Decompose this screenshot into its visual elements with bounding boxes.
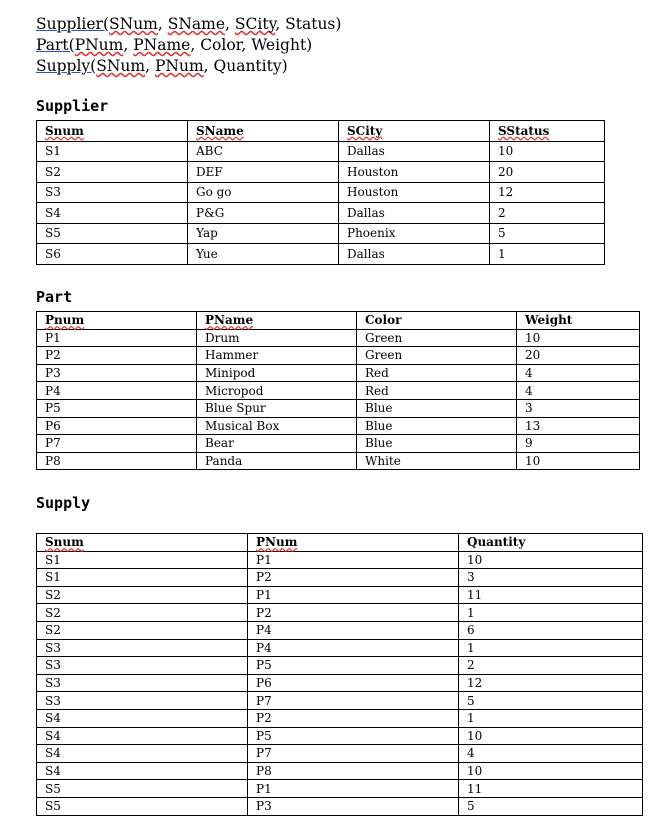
- table-cell: S4: [37, 709, 248, 727]
- table-cell: 5: [459, 692, 643, 710]
- table-row: [37, 182, 605, 203]
- table-row: [37, 382, 640, 400]
- schema-supply: Supply(SNum, PNum, Quantity): [36, 57, 288, 75]
- table-cell: 12: [490, 182, 605, 203]
- table-cell: S2: [37, 604, 248, 622]
- table-cell: 4: [517, 382, 640, 400]
- table-cell: 9: [517, 435, 640, 453]
- table-cell: S2: [37, 621, 248, 639]
- table-cell: Musical Box: [197, 417, 357, 435]
- supplier-table: [36, 120, 605, 265]
- table-cell: P2: [248, 709, 459, 727]
- table-row: [37, 621, 643, 639]
- table-cell: Yue: [188, 244, 339, 265]
- schema-supplier-key3: SCity: [234, 15, 276, 33]
- table-cell: Houston: [339, 162, 490, 183]
- table-row: [37, 162, 605, 183]
- table-cell: 10: [459, 551, 643, 569]
- schema-block: [36, 14, 341, 77]
- table-cell: S2: [37, 586, 248, 604]
- column-header: Snum: [37, 534, 248, 552]
- table-row: [37, 417, 640, 435]
- table-cell: DEF: [188, 162, 339, 183]
- table-cell: Dallas: [339, 203, 490, 224]
- table-cell: P2: [248, 569, 459, 587]
- table-cell: P6: [37, 417, 197, 435]
- table-cell: 11: [459, 586, 643, 604]
- table-row: [37, 692, 643, 710]
- table-cell: S3: [37, 692, 248, 710]
- table-row: [37, 435, 640, 453]
- table-row: [37, 586, 643, 604]
- table-cell: Blue Spur: [197, 399, 357, 417]
- table-row: [37, 347, 640, 365]
- table-row: [37, 399, 640, 417]
- table-row: [37, 203, 605, 224]
- table-cell: P1: [37, 329, 197, 347]
- table-row: [37, 329, 640, 347]
- table-cell: Dallas: [339, 244, 490, 265]
- schema-part-name: Part: [36, 36, 69, 54]
- part-table: [36, 311, 640, 470]
- supply-table: [36, 533, 643, 816]
- table-cell: P2: [248, 604, 459, 622]
- table-cell: Drum: [197, 329, 357, 347]
- table-cell: P6: [248, 674, 459, 692]
- table-row: [37, 745, 643, 763]
- table-row: [37, 604, 643, 622]
- table-cell: Dallas: [339, 141, 490, 162]
- table-cell: P5: [248, 727, 459, 745]
- column-header: SCity: [339, 121, 490, 142]
- table-cell: S4: [37, 745, 248, 763]
- table-cell: S4: [37, 762, 248, 780]
- table-cell: Phoenix: [339, 223, 490, 244]
- table-cell: 5: [459, 797, 643, 815]
- table-cell: 3: [517, 399, 640, 417]
- table-cell: 6: [459, 621, 643, 639]
- table-cell: 1: [459, 604, 643, 622]
- column-header: Pnum: [37, 312, 197, 330]
- table-cell: P4: [37, 382, 197, 400]
- table-cell: P3: [37, 364, 197, 382]
- table-row: [37, 780, 643, 798]
- table-cell: S1: [37, 569, 248, 587]
- table-cell: 5: [490, 223, 605, 244]
- table-cell: 10: [490, 141, 605, 162]
- table-cell: 13: [517, 417, 640, 435]
- table-row: [37, 569, 643, 587]
- table-row: [37, 762, 643, 780]
- table-row: [37, 244, 605, 265]
- schema-supplier-key1: SNum: [109, 15, 158, 33]
- table-cell: Hammer: [197, 347, 357, 365]
- table-header-row: [37, 534, 643, 552]
- table-cell: S2: [37, 162, 188, 183]
- column-header: SStatus: [490, 121, 605, 142]
- table-cell: 4: [517, 364, 640, 382]
- table-cell: Houston: [339, 182, 490, 203]
- table-row: [37, 657, 643, 675]
- table-cell: Micropod: [197, 382, 357, 400]
- table-cell: S3: [37, 674, 248, 692]
- column-header: Snum: [37, 121, 188, 142]
- part-heading: Part: [36, 288, 73, 306]
- table-cell: S1: [37, 141, 188, 162]
- table-row: [37, 727, 643, 745]
- table-cell: 4: [459, 745, 643, 763]
- table-cell: ABC: [188, 141, 339, 162]
- table-cell: 1: [459, 709, 643, 727]
- table-cell: P5: [248, 657, 459, 675]
- table-cell: 10: [459, 727, 643, 745]
- table-cell: S4: [37, 203, 188, 224]
- column-header: Color: [357, 312, 517, 330]
- table-cell: S5: [37, 797, 248, 815]
- table-cell: P4: [248, 639, 459, 657]
- table-cell: S6: [37, 244, 188, 265]
- table-cell: P7: [37, 435, 197, 453]
- table-row: [37, 709, 643, 727]
- schema-supply-name: Supply: [36, 57, 91, 75]
- schema-part-key2: PName: [133, 36, 191, 54]
- column-header: SName: [188, 121, 339, 142]
- table-cell: 1: [490, 244, 605, 265]
- table-cell: P8: [37, 452, 197, 470]
- table-cell: Green: [357, 329, 517, 347]
- schema-supplier: Supplier(SNum, SName, SCity, Status): [36, 15, 342, 33]
- table-cell: 11: [459, 780, 643, 798]
- table-cell: P3: [248, 797, 459, 815]
- table-row: [37, 364, 640, 382]
- table-row: [37, 452, 640, 470]
- table-cell: 10: [459, 762, 643, 780]
- table-cell: 20: [517, 347, 640, 365]
- table-cell: S3: [37, 182, 188, 203]
- table-cell: P4: [248, 621, 459, 639]
- schema-supply-key2: PNum: [154, 57, 204, 75]
- table-cell: Bear: [197, 435, 357, 453]
- table-cell: P2: [37, 347, 197, 365]
- table-cell: Blue: [357, 399, 517, 417]
- table-cell: 12: [459, 674, 643, 692]
- table-cell: P8: [248, 762, 459, 780]
- table-cell: S3: [37, 639, 248, 657]
- table-cell: P7: [248, 745, 459, 763]
- table-cell: Minipod: [197, 364, 357, 382]
- table-cell: Go go: [188, 182, 339, 203]
- table-cell: S5: [37, 223, 188, 244]
- table-cell: 10: [517, 329, 640, 347]
- table-row: [37, 141, 605, 162]
- table-cell: P&G: [188, 203, 339, 224]
- column-header: Quantity: [459, 534, 643, 552]
- table-cell: S4: [37, 727, 248, 745]
- table-cell: Green: [357, 347, 517, 365]
- table-cell: Red: [357, 364, 517, 382]
- table-cell: S5: [37, 780, 248, 798]
- table-cell: S3: [37, 657, 248, 675]
- table-cell: P1: [248, 551, 459, 569]
- table-cell: P5: [37, 399, 197, 417]
- table-cell: White: [357, 452, 517, 470]
- table-cell: S1: [37, 551, 248, 569]
- table-cell: Blue: [357, 435, 517, 453]
- table-row: [37, 223, 605, 244]
- table-cell: Yap: [188, 223, 339, 244]
- table-cell: P7: [248, 692, 459, 710]
- table-header-row: [37, 312, 640, 330]
- table-cell: 3: [459, 569, 643, 587]
- schema-supplier-key2: SName: [167, 15, 226, 33]
- table-cell: Blue: [357, 417, 517, 435]
- table-row: [37, 674, 643, 692]
- table-cell: 1: [459, 639, 643, 657]
- table-row: [37, 551, 643, 569]
- table-cell: 20: [490, 162, 605, 183]
- supply-heading: Supply: [36, 494, 91, 512]
- column-header: Weight: [517, 312, 640, 330]
- table-cell: 2: [490, 203, 605, 224]
- schema-supply-key1: SNum: [96, 57, 146, 75]
- schema-supplier-name: Supplier: [36, 15, 103, 33]
- table-cell: P1: [248, 780, 459, 798]
- table-cell: Panda: [197, 452, 357, 470]
- table-header-row: [37, 121, 605, 142]
- schema-part: Part(PNum, PName, Color, Weight): [36, 36, 313, 54]
- schema-part-key1: PNum: [74, 36, 124, 54]
- table-cell: P1: [248, 586, 459, 604]
- table-cell: 2: [459, 657, 643, 675]
- column-header: PNum: [248, 534, 459, 552]
- table-row: [37, 639, 643, 657]
- column-header: PName: [197, 312, 357, 330]
- table-cell: Red: [357, 382, 517, 400]
- table-cell: 10: [517, 452, 640, 470]
- supplier-heading: Supplier: [36, 97, 109, 115]
- table-row: [37, 797, 643, 815]
